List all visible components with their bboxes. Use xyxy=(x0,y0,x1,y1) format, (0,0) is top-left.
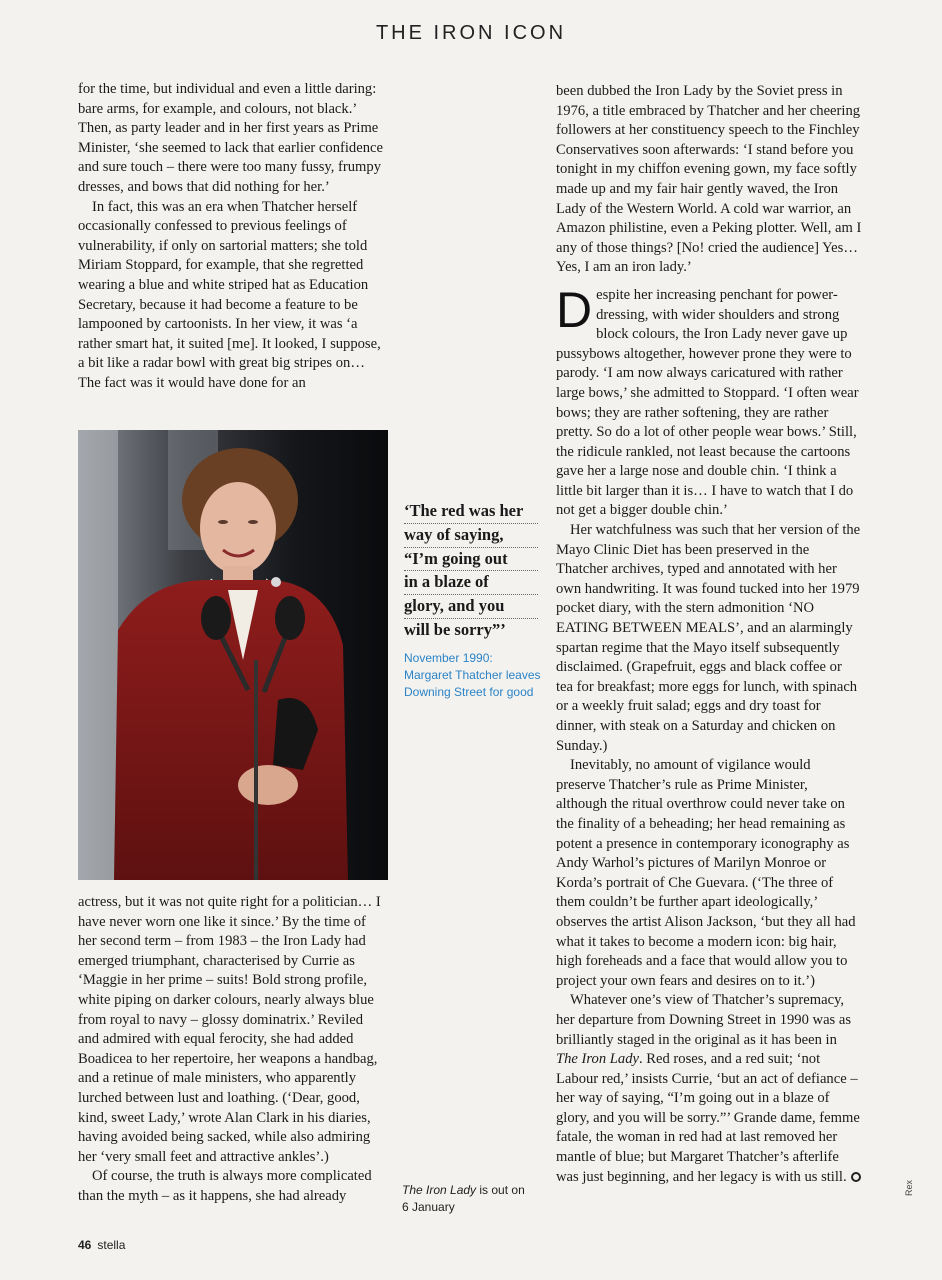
photo-illustration xyxy=(78,430,388,880)
column-left-top xyxy=(78,80,386,394)
photo-caption: November 1990: Margaret Thatcher leaves Downing Street for good xyxy=(404,651,541,699)
dropcap-paragraph-text: espite her increasing penchant for power-dressing, with wider shoulders and strong block colours, the Iron Lady never gave up pussybows altogether, however prone they were to parody. ‘I am now always caricatured with rather large bows,’ she admitted to Stoppard. ‘I often wear bows; they are rather softening, they are rather pretty. So do a lot of other people wear bows.’ Still, the ridicule rankled, not least because the cartoons gave her a large nose and double chin. ‘I think a little bit larger than it is… I have to watch that I do not get a bigger double chin.’ xyxy=(556,286,859,519)
end-mark-icon xyxy=(851,1172,861,1182)
paragraph: actress, but it was not quite right for a politician… I have never worn one like it since.’ By the time of her second term – from 1983 – the Iron Lady had emerged triumphant, characterised by Currie as ‘Maggie in her prime – suits! Bold strong profile, white piping on darker colours, nearly always blue from royal to navy – glossy dominatrix.’ Reviled and admired with equal ferocity, she had added Boadicea to her repertoire, her weapons a handbag, and a retinue of male ministers, who apparently lurched between lust and loathing. (‘Dear, good, kind, sweet Lady,’ wrote Alan Clark in his diaries, having avoided being sacked, while also admiring her ‘very small feet and attractive ankles’.) xyxy=(78,894,381,1165)
paragraph: In fact, this was an era when Thatcher herself occasionally confessed to previous feelings of vulnerability, if only on sartorial matters; she told Miriam Stoppard, for example, that she regretted wearing a blue and white striped hat as Education Secretary, because it had become a feature to be lampooned by cartoonists. In her view, it was ‘a rather smart hat, it suited [me]. It looked, I suppose, a bit like a radar bowl with great big stripes on… The fact was it would have done for an xyxy=(78,198,381,391)
paragraph: Of course, the truth is always more complicated than the myth – as it happens, she had already xyxy=(78,1168,372,1204)
pull-quote-line: way of saying, xyxy=(404,524,538,548)
pull-quote-line: “I’m going out xyxy=(404,548,538,572)
pull-quote xyxy=(404,500,538,642)
film-title-inline: The Iron Lady xyxy=(556,1051,639,1068)
final-text-a: Whatever one’s view of Thatcher’s supremacy, her departure from Downing Street in 1990 was as brilliantly staged in the original as it has been in xyxy=(556,992,852,1048)
paragraph: Her watchfulness was such that her version of the Mayo Clinic Diet has been preserved in the Thatcher archives, typed and annotated with her own handwriting. It was found tucked into her 1979 pocket diary, with the stern admonition ‘NO EATING BETWEEN MEALS’, and an alarmingly spartan regime that the Mayo itself subsequently disclaimed. (Grapefruit, eggs and black coffee or tea for breakfast; more eggs for lunch, with spinach or a weekly fruit salad; eggs and dry toast for dinner, with steak on a Saturday and chicken on Sunday.) xyxy=(556,522,861,754)
paragraph-dropcap xyxy=(556,281,862,521)
drop-cap: D xyxy=(556,281,593,338)
pull-quote-line: in a blaze of xyxy=(404,571,538,595)
paragraph: for the time, but individual and even a little daring: bare arms, for example, and colours, not black.’ Then, as party leader and in her first years as Prime Minister, ‘she seemed to lack that earlier confidence and sure touch – there were too many fussy, frumpy dresses, and bows that did nothing for her.’ xyxy=(78,81,383,195)
column-right xyxy=(556,82,862,1187)
film-release-caption xyxy=(402,1182,532,1216)
page-header: THE IRON ICON xyxy=(375,22,567,44)
column-left-bottom xyxy=(78,893,386,1207)
thatcher-photo xyxy=(78,430,388,880)
film-release-text: is out on 6 January xyxy=(402,1183,525,1214)
paragraph: been dubbed the Iron Lady by the Soviet press in 1976, a title embraced by Thatcher and her cheering followers at her constituency speech to the Finchley Conservatives soon afterwards: ‘I stand before you tonight in my chiffon evening gown, my face softly made up and my fair hair gently waved, the Iron Lady of the Western World. A cold war warrior, an Amazon philistine, even a Peking plotter. Well, am I any of those things? [No! cried the audience] Yes… Yes, I am an iron lady.’ xyxy=(556,83,862,276)
pull-quote-line: will be sorry”’ xyxy=(404,619,506,639)
film-title: The Iron Lady xyxy=(402,1183,477,1197)
pull-quote-line: glory, and you xyxy=(404,595,538,619)
page-folio xyxy=(78,1238,125,1252)
paragraph-final xyxy=(556,991,862,1187)
paragraph: Inevitably, no amount of vigilance would preserve Thatcher’s rule as Prime Minister, although the ritual overthrow could never take on the finality of a beheading; her head remaining as potent a presence in contemporary iconography as Andy Warhol’s pictures of Marilyn Monroe or Korda’s portrait of Che Guevara. (‘The three of them couldn’t be further apart ideologically,’ observes the artist Alison Jackson, ‘but they all had what it takes to become a modern icon: big hair, high foreheads and a face that would allow you to project your own fears and desires on to it.’) xyxy=(556,757,856,989)
page-number: 46 xyxy=(78,1238,92,1252)
magazine-name: stella xyxy=(97,1238,126,1252)
pull-quote-line: ‘The red was her xyxy=(404,500,538,524)
photo-credit: Rex xyxy=(904,1179,914,1196)
final-text-b: . Red roses, and a red suit; ‘not Labour red,’ insists Currie, ‘but an act of defiance – her way of saying, “I’m going out in a blaze of glory, and you will be sorry.”’ Grande dame, femme fatale, the woman in red had at last removed her mantle of blue; but Margaret Thatcher’s afterlife was just beginning, and her legacy is with us still. xyxy=(556,1051,860,1185)
